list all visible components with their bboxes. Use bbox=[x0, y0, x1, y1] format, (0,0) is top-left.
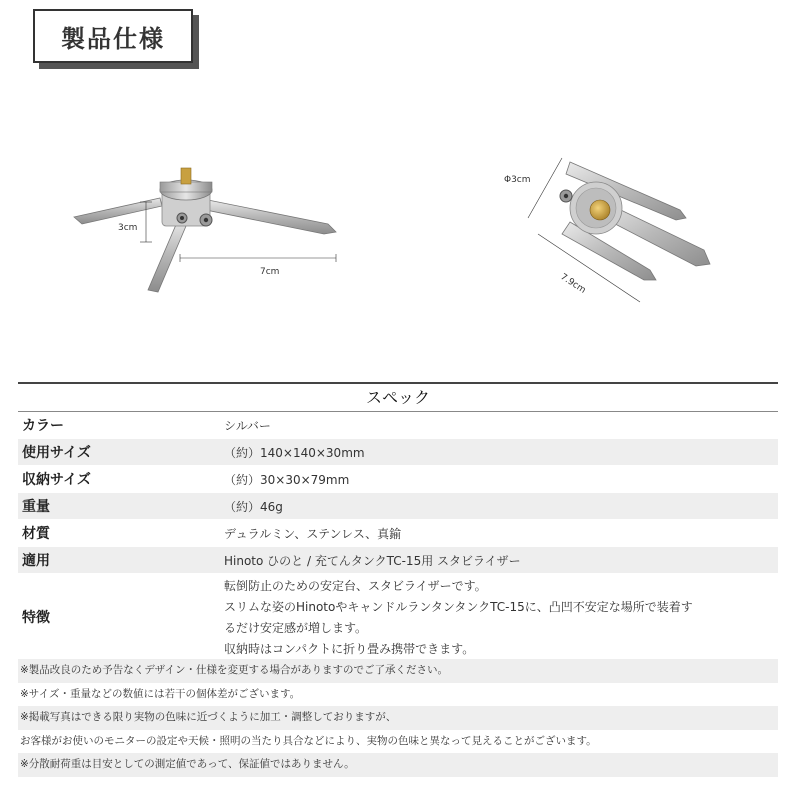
note-item: お客様がお使いのモニターの設定や天候・照明の当たり具合などにより、実物の色味と異なって見えることがございます。 bbox=[20, 734, 597, 747]
spec-heading: スペック bbox=[365, 388, 430, 407]
note-item: ※サイズ・重量などの数値には若干の個体差がございます。 bbox=[20, 687, 301, 700]
feature-line: スリムな姿のHinotoやキャンドルランタンタンクTC-15に、凸凹不安定な場所で装着す bbox=[224, 600, 693, 614]
spec-value: （約）140×140×30mm bbox=[224, 445, 365, 460]
spec-table bbox=[18, 412, 778, 661]
dim-height-label: 3cm bbox=[118, 223, 138, 233]
spec-label: 材質 bbox=[22, 526, 50, 542]
spec-label: 適用 bbox=[22, 553, 50, 569]
note-item: ※掲載写真はできる限り実物の色味に近づくように加工・調整しておりますが、 bbox=[18, 706, 778, 730]
spec-value: （約）30×30×79mm bbox=[224, 472, 350, 487]
spec-value: デュラルミン、ステンレス、真鍮 bbox=[224, 526, 402, 541]
spec-label: 重量 bbox=[22, 499, 50, 515]
feature-line: るだけ安定感が増します。 bbox=[224, 621, 368, 635]
dim-width-label: 7cm bbox=[260, 267, 280, 277]
spec-top-divider bbox=[18, 382, 778, 384]
spec-value-multiline bbox=[222, 574, 778, 660]
spec-row-usage-size bbox=[18, 439, 778, 466]
spec-row-storage-size bbox=[18, 466, 778, 493]
spec-row-application bbox=[18, 547, 778, 574]
feature-line: 転倒防止のための安定台、スタビライザーです。 bbox=[224, 579, 487, 593]
spec-label: 収納サイズ bbox=[22, 472, 91, 488]
page-title: 製品仕様 bbox=[61, 24, 165, 53]
spec-row-material bbox=[18, 520, 778, 547]
spec-value: （約）46g bbox=[224, 499, 283, 514]
title-badge bbox=[33, 9, 193, 63]
spec-value: シルバー bbox=[224, 418, 271, 433]
product-photo-open bbox=[60, 160, 350, 310]
note-item: ※分散耐荷重は目安としての測定値であって、保証値ではありません。 bbox=[18, 753, 778, 777]
spec-row-features bbox=[18, 574, 778, 661]
spec-label: 使用サイズ bbox=[22, 445, 91, 461]
note-item: ※製品改良のため予告なくデザイン・仕様を変更する場合がありますのでご了承ください。 bbox=[18, 659, 778, 683]
spec-row-color bbox=[18, 412, 778, 439]
spec-row-weight bbox=[18, 493, 778, 520]
dim-diameter-label: Φ3cm bbox=[504, 175, 531, 185]
product-photo-folded bbox=[500, 150, 750, 310]
notes-list bbox=[18, 659, 778, 777]
spec-value: Hinoto ひのと / 充てんタンクTC-15用 スタビライザー bbox=[224, 553, 521, 568]
feature-line: 収納時はコンパクトに折り畳み携帯できます。 bbox=[224, 642, 475, 656]
spec-label: 特徴 bbox=[22, 610, 50, 626]
dim-length-label: 7.9cm bbox=[558, 272, 588, 296]
spec-label: カラー bbox=[22, 418, 64, 434]
